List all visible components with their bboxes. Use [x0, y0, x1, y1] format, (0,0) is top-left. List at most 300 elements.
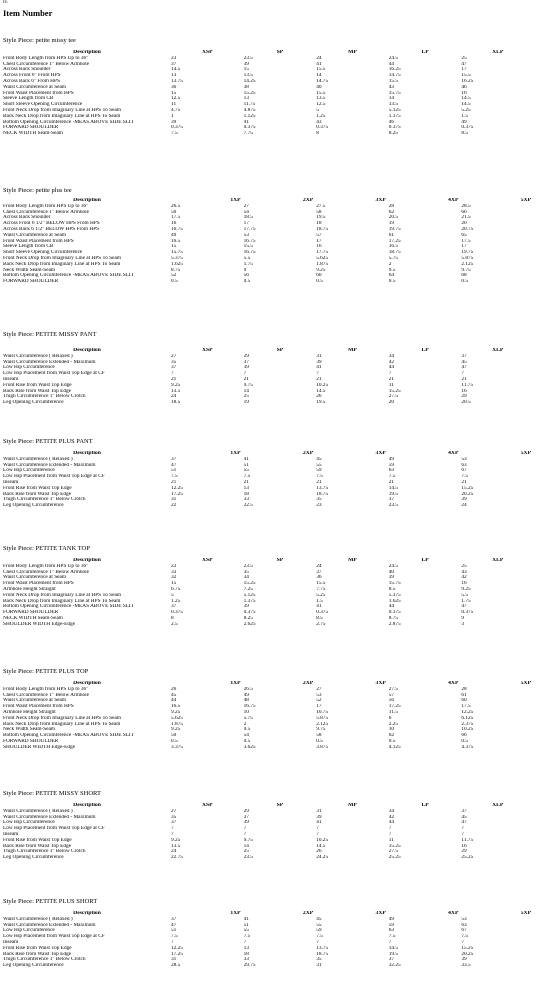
size-header: 5XP — [520, 911, 531, 916]
measurement-description: FORWARD SHOULDER — [3, 279, 59, 285]
measurement-value: 15.5 — [243, 244, 253, 250]
measurement-value: 7.5 — [171, 934, 178, 940]
measurement-value: 43 — [461, 569, 467, 575]
measurement-value: 7.5 — [461, 934, 468, 940]
measurement-value: 27 — [243, 203, 249, 209]
measurement-value: 40 — [388, 569, 395, 575]
measurement-description: Back Rise from Waist Top Edge — [3, 491, 72, 497]
measurement-value: 37 — [316, 569, 322, 575]
measurement-value: 47 — [461, 820, 467, 826]
measurement-value: 9.25 — [171, 709, 181, 715]
measurement-value: 37 — [171, 456, 177, 462]
measurement-value: 19.75 — [461, 250, 474, 256]
measurement-value: 5.75 — [388, 255, 399, 261]
measurement-value: 15.5 — [388, 78, 399, 84]
measurement-value: 52 — [171, 273, 177, 279]
measurement-description: Front Body Length from HPS Up to 36" — [3, 686, 89, 692]
measurement-value: 44 — [388, 820, 395, 826]
measurement-value: 10.25 — [316, 837, 329, 843]
measurement-description: Front Body Length from HPS Up to 36" — [3, 203, 89, 209]
measurement-value: 2.25 — [388, 721, 399, 727]
measurement-value: 56 — [243, 273, 249, 279]
measurement-value: 7 — [316, 371, 319, 377]
measurement-value: 0.5 — [461, 738, 468, 744]
measurement-description: Leg Opening Circumference — [3, 855, 64, 861]
measurement-description: Leg Opening Circumference — [3, 400, 64, 406]
description-header: Description — [73, 681, 101, 686]
measurement-value: 27.5 — [388, 394, 399, 400]
measurement-value: 7 — [388, 831, 392, 837]
measurement-value: 15 — [171, 581, 177, 587]
measurement-description: Across Back 6 1/2" BELOW HPS From HPS — [3, 226, 100, 232]
description-header: Description — [73, 803, 101, 808]
measurement-value: 11.75 — [461, 382, 474, 388]
measurement-value: 2.625 — [243, 621, 256, 627]
measurement-value: 12.25 — [171, 945, 183, 951]
description-header: Description — [73, 348, 101, 353]
measurement-value: 35 — [316, 497, 322, 503]
measurement-value: 5 — [171, 592, 174, 598]
measurement-value: 29 — [461, 849, 467, 855]
size-header: 3XP — [375, 198, 386, 203]
style-piece-label: Style Piece: PETITE PLUS PANT — [3, 438, 93, 445]
measurement-value: 22.5 — [243, 503, 253, 509]
table-row — [3, 400, 534, 406]
measurement-value: 0.5 — [316, 738, 323, 744]
size-header: XSP — [202, 803, 213, 808]
measurement-value: 26.5 — [171, 203, 181, 209]
measurement-value: 33.5 — [461, 963, 471, 969]
measurement-value: 0.375 — [461, 610, 474, 616]
measurement-value: 53 — [243, 232, 249, 238]
measurement-value: 21 — [171, 479, 177, 485]
measurement-value: 5.625 — [171, 715, 183, 721]
measurement-value: 14.5 — [316, 388, 326, 394]
measurement-value: 15.25 — [388, 843, 401, 849]
measurement-description: Inseam — [3, 939, 19, 945]
measurement-description: Inseam — [3, 831, 19, 837]
measurement-value: 46 — [388, 119, 395, 125]
measurement-value: 7 — [461, 939, 465, 945]
measurement-value: 46 — [461, 84, 467, 90]
measurement-value: 21 — [243, 479, 249, 485]
measurement-value: 9.5 — [388, 267, 396, 273]
measurement-value: 31 — [171, 957, 177, 963]
measurement-value: 5.5 — [243, 255, 251, 261]
measurement-value: 23.5 — [243, 55, 253, 61]
measurement-value: 22 — [171, 503, 177, 509]
size-header: 2XP — [302, 911, 314, 916]
measurement-value: 4.125 — [388, 744, 401, 750]
size-header: MP — [348, 558, 357, 563]
measurement-value: 0.375 — [316, 125, 329, 131]
measurement-value: 19.5 — [316, 215, 326, 221]
measurement-value: 3 — [461, 621, 465, 627]
measurement-value: 66 — [461, 733, 467, 739]
measurement-value: 56 — [388, 698, 395, 704]
measurement-value: 7 — [316, 939, 319, 945]
measurement-value: 9.25 — [316, 267, 326, 273]
measurement-value: 7 — [388, 826, 392, 832]
measurement-description: NECK WIDTH Seam-Seam — [3, 131, 63, 137]
measurement-value: 17.5 — [461, 704, 471, 710]
measurement-description: Back Rise from Waist Top Edge — [3, 951, 72, 957]
measurement-value: 17.25 — [388, 238, 401, 244]
measurement-value: 26.5 — [243, 686, 253, 692]
measurement-value: 59 — [316, 928, 322, 934]
measurement-value: 7.5 — [316, 474, 323, 480]
measurement-description: Front Neck Drop from Imaginary Line at HPS To Seam — [3, 592, 121, 598]
measurement-value: 37 — [388, 957, 395, 963]
size-header: MP — [348, 803, 357, 808]
spec-table — [3, 681, 534, 751]
measurement-value: 5.25 — [461, 107, 471, 113]
measurement-value: 14 — [243, 388, 249, 394]
measurement-value: 17.25 — [171, 951, 183, 957]
measurement-value: 24.25 — [316, 855, 329, 861]
measurement-value: 7 — [388, 371, 392, 377]
measurement-value: 37 — [388, 497, 395, 503]
measurement-value: 8.5 — [461, 131, 468, 137]
measurement-value: 21 — [316, 479, 322, 485]
measurement-description: Short Sleeve Opening Circumference — [3, 250, 83, 256]
measurement-value: 7 — [171, 371, 174, 377]
measurement-value: 0.5 — [388, 279, 396, 285]
measurement-value: 16 — [461, 90, 467, 96]
measurement-value: 7.5 — [171, 131, 178, 137]
measurement-value: 21 — [388, 376, 395, 382]
measurement-value: 35 — [171, 814, 177, 820]
measurement-description: Across Back Shoulder — [3, 215, 51, 221]
style-piece-label: Style Piece: petite missy tee — [3, 37, 76, 44]
measurement-value: 7 — [388, 939, 392, 945]
measurement-value: 62 — [388, 733, 395, 739]
measurement-value: 24 — [461, 503, 467, 509]
measurement-value: 7 — [171, 826, 174, 832]
measurement-value: 8.75 — [171, 267, 181, 273]
measurement-value: 24.5 — [388, 55, 399, 61]
size-header: 3XP — [375, 451, 386, 456]
measurement-value: 28.5 — [461, 203, 471, 209]
measurement-description: Waist Circumference Extended - Maximum — [3, 922, 96, 928]
measurement-value: 10 — [388, 727, 395, 733]
measurement-value: 4.375 — [461, 744, 474, 750]
measurement-value: 5.125 — [243, 592, 256, 598]
measurement-value: 34 — [243, 575, 249, 581]
measurement-value: 25 — [243, 394, 249, 400]
measurement-value: 13 — [171, 73, 177, 79]
size-header: 1XP — [230, 681, 241, 686]
measurement-value: 47 — [171, 462, 177, 468]
measurement-value: 14.5 — [388, 945, 399, 951]
measurement-value: 57 — [316, 232, 322, 238]
size-header: LP — [421, 50, 429, 55]
measurement-value: 6 — [388, 715, 392, 721]
style-piece-label: Style Piece: PETITE PLUS SHORT — [3, 898, 98, 905]
measurement-value: 64 — [388, 273, 395, 279]
measurement-value: 11.75 — [461, 837, 474, 843]
measurement-value: 20.5 — [388, 215, 399, 221]
measurement-description: Waist Circumference at Seam — [3, 84, 66, 90]
style-piece-label: Style Piece: PETITE TANK TOP — [3, 545, 90, 552]
measurement-value: 41 — [243, 456, 249, 462]
measurement-value: 23 — [171, 563, 177, 569]
measurement-description: Across Front 6 1/2" BELOW HPS From HPS — [3, 221, 100, 227]
measurement-value: 49 — [243, 692, 249, 698]
measurement-description: Waist Circumference at Seam — [3, 575, 66, 581]
measurement-value: 55 — [243, 928, 249, 934]
measurement-value: 29 — [243, 353, 249, 359]
measurement-value: 1.625 — [388, 598, 401, 604]
measurement-value: 11 — [388, 837, 394, 843]
measurement-value: 67 — [461, 928, 467, 934]
measurement-value: 4.75 — [171, 107, 181, 113]
measurement-value: 36 — [316, 575, 322, 581]
measurement-value: 13.75 — [171, 78, 183, 84]
measurement-value: 25 — [461, 55, 467, 61]
measurement-value: 66 — [461, 209, 467, 215]
measurement-value: 35 — [171, 359, 177, 365]
measurement-value: 7 — [461, 826, 465, 832]
measurement-value: 24 — [171, 394, 177, 400]
measurement-description: Front Rise from Waist Top Edge — [3, 382, 72, 388]
measurement-value: 27 — [316, 686, 322, 692]
measurement-value: 17 — [461, 244, 467, 250]
measurement-value: 33 — [171, 569, 177, 575]
measurement-value: 47 — [461, 604, 467, 610]
measurement-value: 43 — [316, 119, 322, 125]
measurement-value: 39 — [171, 119, 177, 125]
measurement-value: 2.375 — [461, 721, 474, 727]
measurement-description: Chest Circumference 1" Below Armhole — [3, 692, 90, 698]
measurement-value: 39 — [243, 604, 249, 610]
measurement-value: 10.75 — [316, 709, 329, 715]
measurement-value: 68 — [461, 273, 467, 279]
measurement-value: 16 — [171, 221, 177, 227]
measurement-value: 19 — [243, 400, 249, 406]
measurement-value: 7 — [316, 831, 319, 837]
measurement-description: Sleeve Length from CB — [3, 96, 54, 102]
measurement-value: 3.375 — [171, 744, 183, 750]
corner-mark: Iv. — [3, 0, 9, 5]
measurement-value: 37 — [171, 61, 177, 67]
measurement-value: 1.875 — [316, 261, 329, 267]
measurement-value: 11 — [388, 382, 394, 388]
measurement-value: 3.875 — [316, 744, 329, 750]
measurement-value: 20.5 — [461, 400, 471, 406]
size-header: XSP — [202, 50, 213, 55]
measurement-value: 13 — [243, 96, 249, 102]
measurement-value: 53 — [461, 916, 467, 922]
measurement-value: 14 — [316, 73, 322, 79]
document-title: Item Number — [3, 8, 53, 18]
measurement-description: Thigh Circumference 1" Below Crotch — [3, 849, 86, 855]
measurement-description: Bottom Opening Circumference -MEAS ABOVE SIDE SLIT — [3, 119, 134, 125]
measurement-value: 49 — [171, 232, 177, 238]
measurement-value: 37 — [171, 365, 177, 371]
measurement-value: 9.75 — [243, 382, 253, 388]
measurement-value: 17 — [316, 238, 322, 244]
spec-table — [3, 198, 534, 285]
measurement-description: FORWARD SHOULDER — [3, 125, 59, 131]
measurement-value: 2 — [243, 721, 247, 727]
measurement-value: 48 — [243, 698, 249, 704]
size-header: XLP — [492, 348, 504, 353]
measurement-value: 7.5 — [461, 474, 468, 480]
measurement-value: 0.5 — [243, 279, 251, 285]
measurement-value: 1.75 — [461, 598, 471, 604]
measurement-value: 22.75 — [171, 855, 183, 861]
measurement-value: 51 — [243, 922, 249, 928]
measurement-value: 9.75 — [243, 837, 253, 843]
measurement-value: 8.5 — [316, 615, 323, 621]
measurement-value: 16.5 — [388, 244, 399, 250]
measurement-value: 7.75 — [316, 586, 326, 592]
size-header: SP — [276, 50, 284, 55]
measurement-value: 23 — [171, 55, 177, 61]
measurement-value: 61 — [461, 692, 467, 698]
measurement-value: 5.875 — [316, 715, 329, 721]
measurement-value: 16 — [461, 388, 467, 394]
measurement-value: 0.5 — [171, 738, 178, 744]
measurement-value: 63 — [388, 468, 395, 474]
measurement-value: 18.75 — [316, 226, 329, 232]
measurement-value: 26 — [171, 686, 177, 692]
measurement-value: 49 — [461, 119, 467, 125]
measurement-value: 23 — [316, 503, 322, 509]
size-header: LP — [421, 558, 429, 563]
measurement-value: 51 — [243, 462, 249, 468]
measurement-value: 0.5 — [243, 738, 251, 744]
size-header: 4XP — [448, 911, 459, 916]
size-header: 2XP — [302, 681, 314, 686]
measurement-value: 15.25 — [243, 90, 256, 96]
measurement-value: 21 — [388, 479, 395, 485]
measurement-value: 5.875 — [461, 255, 474, 261]
measurement-description: Front Waist Placement from HPS — [3, 581, 74, 587]
measurement-value: 21 — [461, 479, 467, 485]
measurement-value: 16.5 — [171, 704, 181, 710]
measurement-description: Waist Circumference Extended - Maximum — [3, 814, 96, 820]
measurement-value: 45 — [316, 456, 322, 462]
size-header: 3XP — [375, 911, 386, 916]
measurement-value: 7.5 — [388, 934, 396, 940]
measurement-value: 24 — [316, 563, 322, 569]
measurement-value: 3.625 — [243, 744, 256, 750]
measurement-value: 51 — [171, 928, 177, 934]
measurement-value: 17 — [461, 67, 467, 73]
measurement-value: 27.5 — [388, 686, 399, 692]
measurement-description: Back Rise from Waist Top Edge — [3, 388, 72, 394]
measurement-value: 10.25 — [461, 727, 474, 733]
measurement-value: 18.75 — [316, 491, 329, 497]
measurement-value: 41 — [243, 119, 249, 125]
measurement-value: 23.5 — [243, 563, 253, 569]
measurement-value: 1.75 — [243, 261, 253, 267]
measurement-value: 33 — [243, 497, 249, 503]
table-row — [3, 622, 534, 628]
measurement-value: 13.5 — [316, 96, 326, 102]
description-header: Description — [73, 558, 101, 563]
measurement-value: 2 — [388, 261, 392, 267]
measurement-value: 35 — [316, 957, 322, 963]
measurement-value: 15.5 — [316, 581, 326, 587]
measurement-value: 17.75 — [243, 226, 256, 232]
measurement-value: 24.5 — [388, 563, 399, 569]
measurement-value: 5.375 — [171, 255, 183, 261]
measurement-value: 5.25 — [316, 592, 326, 598]
measurement-value: 7.5 — [171, 474, 178, 480]
measurement-value: 18 — [243, 491, 249, 497]
measurement-value: 6.125 — [461, 715, 474, 721]
measurement-value: 16 — [461, 843, 467, 849]
measurement-value: 39 — [388, 575, 395, 581]
measurement-description: Back Neck Drop from Imaginary Line at HPS To Seam — [3, 721, 121, 727]
measurement-value: 1.5 — [461, 113, 468, 119]
measurement-value: 42 — [461, 575, 467, 581]
measurement-value: 1.5 — [316, 598, 323, 604]
measurement-value: 17 — [243, 221, 249, 227]
measurement-value: 8.75 — [388, 615, 399, 621]
measurement-value: 63 — [461, 922, 467, 928]
measurement-value: 28 — [388, 203, 395, 209]
measurement-value: 9 — [461, 615, 465, 621]
measurement-value: 29 — [243, 808, 249, 814]
measurement-value: 6.75 — [171, 586, 181, 592]
measurement-value: 2.5 — [171, 621, 178, 627]
measurement-value: 26 — [316, 849, 322, 855]
measurement-description: Short Sleeve Opening Circumference — [3, 102, 83, 108]
measurement-value: 43 — [388, 84, 395, 90]
measurement-value: 16.25 — [388, 67, 401, 73]
measurement-value: 15.25 — [461, 485, 474, 491]
measurement-value: 14 — [243, 843, 249, 849]
measurement-value: 13.5 — [388, 102, 399, 108]
measurement-value: 1.25 — [316, 113, 326, 119]
measurement-value: 12.25 — [171, 485, 183, 491]
measurement-value: 9.25 — [171, 382, 181, 388]
measurement-value: 1.625 — [171, 261, 183, 267]
measurement-value: 11.75 — [243, 102, 256, 108]
measurement-value: 10.25 — [316, 382, 329, 388]
size-header: XSP — [202, 348, 213, 353]
measurement-value: 25.25 — [388, 855, 401, 861]
measurement-value: 21 — [316, 376, 322, 382]
description-header: Description — [73, 451, 101, 456]
measurement-value: 55 — [316, 462, 322, 468]
size-header: XLP — [492, 50, 504, 55]
measurement-value: 14.5 — [461, 102, 471, 108]
measurement-value: 2.75 — [316, 621, 326, 627]
measurement-description: Low Hip Circumference — [3, 365, 55, 371]
measurement-value: 7 — [461, 371, 465, 377]
measurement-value: 9 — [243, 267, 247, 273]
measurement-value: 9.25 — [171, 837, 181, 843]
measurement-description: Bottom Opening Circumference -MEAS ABOVE SIDE SLIT — [3, 604, 134, 610]
measurement-value: 45 — [171, 692, 177, 698]
measurement-description: Low Hip Placement from Waist Top Edge at CF — [3, 474, 105, 480]
measurement-value: 7.5 — [243, 934, 251, 940]
measurement-description: Front Rise from Waist Top Edge — [3, 485, 72, 491]
measurement-value: 37 — [171, 916, 177, 922]
measurement-description: Inseam — [3, 376, 19, 382]
measurement-value: 53 — [461, 456, 467, 462]
measurement-value: 0.375 — [171, 125, 183, 131]
measurement-value: 49 — [388, 456, 395, 462]
measurement-value: 59 — [316, 468, 322, 474]
size-header: 5XP — [520, 451, 531, 456]
measurement-value: 65 — [461, 232, 467, 238]
